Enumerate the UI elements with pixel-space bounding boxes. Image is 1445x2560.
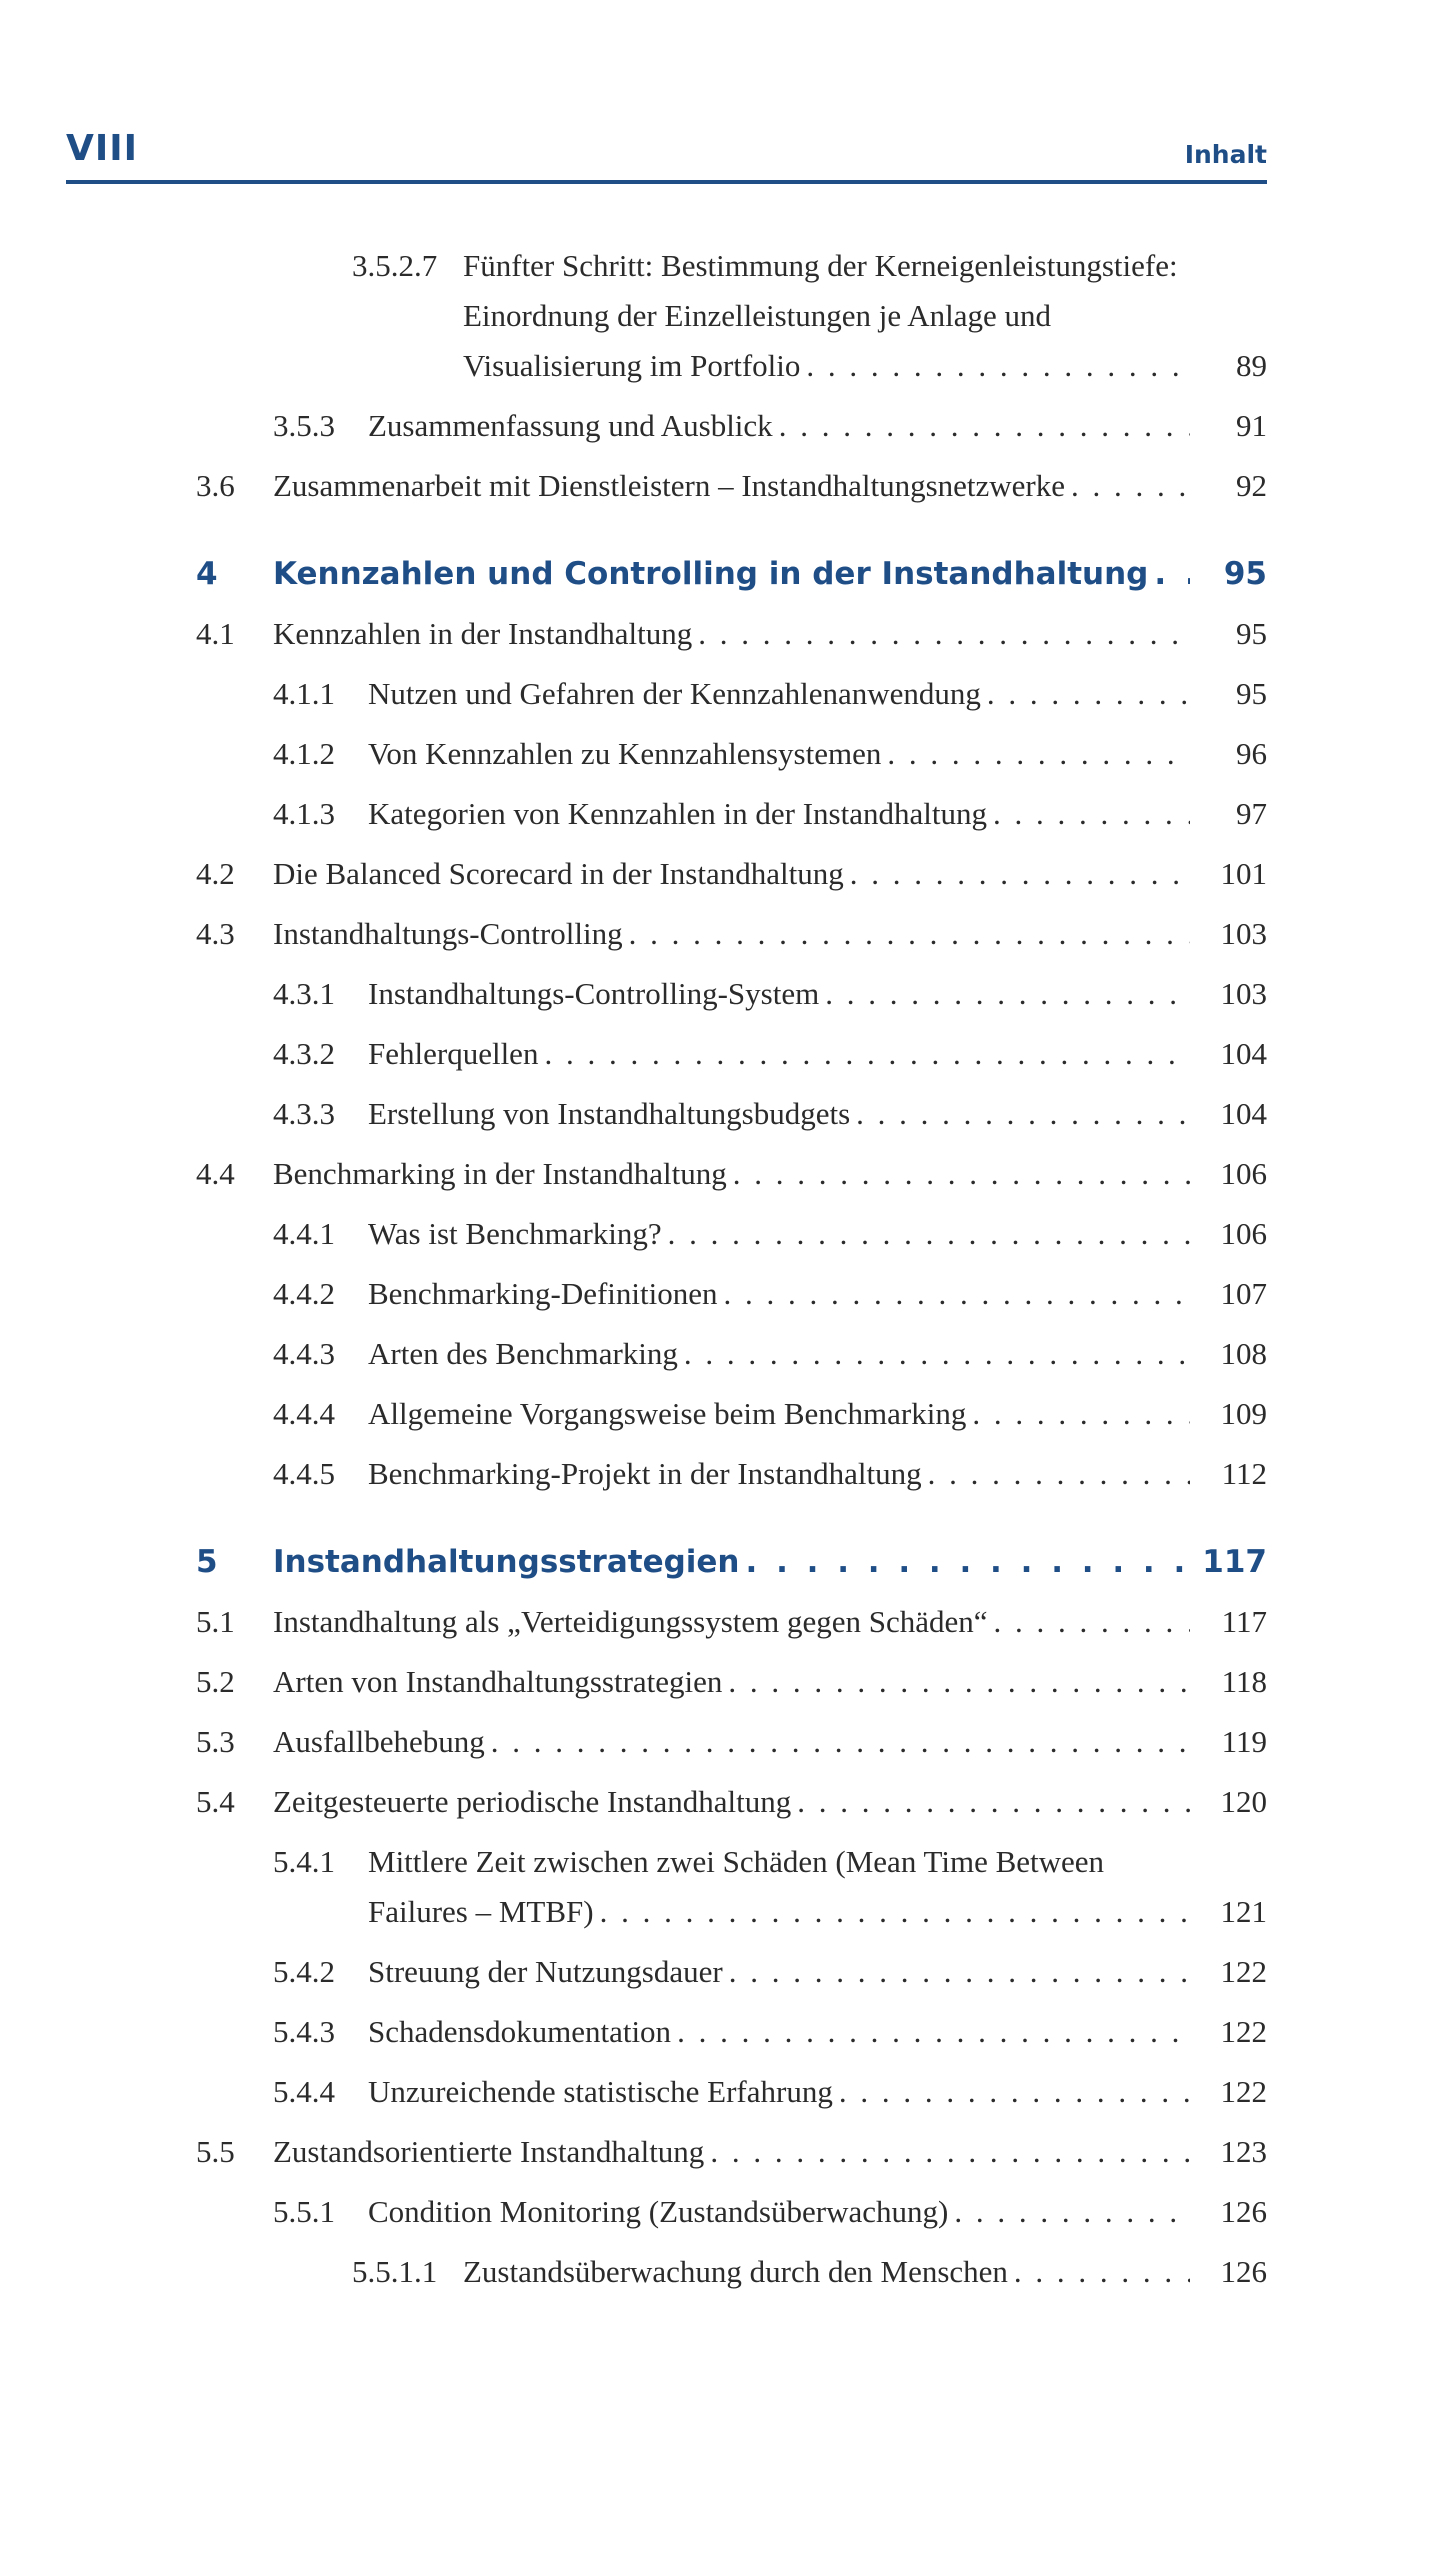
toc-entry-title-cell [273, 616, 1190, 652]
dot-leader [733, 1156, 1190, 1192]
toc-entry-page: 120 [1220, 1784, 1267, 1819]
toc-entry[interactable] [0, 468, 1445, 528]
toc-entry-number: 4.4.1 [273, 1216, 335, 1251]
toc-entry-title: Schadensdokumentation [368, 2014, 672, 2049]
toc-entry-title-cell [368, 1216, 1190, 1252]
toc-entry-title: Was ist Benchmarking? [368, 1216, 662, 1251]
page-number: VIII [66, 128, 139, 169]
toc-entry-page: 117 [1202, 1544, 1267, 1580]
dot-leader [698, 616, 1190, 652]
toc-entry-title: Zusammenfassung und Ausblick [368, 408, 773, 443]
toc-entry-number: 4.3 [196, 916, 235, 951]
toc-entry-page: 122 [1220, 2014, 1267, 2049]
dot-leader [954, 2194, 1190, 2230]
toc-entry-page: 109 [1220, 1396, 1267, 1431]
toc-entry[interactable] [0, 1096, 1445, 1156]
toc-entry-title-cell [273, 1784, 1190, 1820]
toc-entry-title: Die Balanced Scorecard in der Instandhaltung [273, 856, 844, 891]
dot-leader [797, 1784, 1190, 1820]
toc-entry[interactable] [0, 1036, 1445, 1096]
toc-entry-title-cell [368, 1396, 1190, 1432]
toc-entry-title: Benchmarking-Projekt in der Instandhaltung [368, 1456, 922, 1491]
dot-leader [1071, 468, 1190, 504]
toc-entry-title-line: Fünfter Schritt: Bestimmung der Kerneigenleistungstiefe: [463, 248, 1178, 283]
dot-leader [600, 1894, 1190, 1930]
toc-entry-title: Failures – MTBF) [368, 1894, 594, 1929]
toc-entry[interactable] [0, 1336, 1445, 1396]
toc-entry-number: 5.5.1 [273, 2194, 335, 2229]
toc-entry-number: 4.4.2 [273, 1276, 335, 1311]
toc-entry[interactable] [0, 1844, 1445, 1954]
toc-entry-title-cell [273, 1604, 1190, 1640]
toc-entry-page: 101 [1220, 856, 1267, 891]
toc-entry-number: 3.5.2.7 [352, 248, 438, 283]
toc-entry-title-cell [273, 916, 1190, 952]
toc-entry[interactable] [0, 2014, 1445, 2074]
dot-leader [779, 408, 1190, 444]
toc-entry-title: Allgemeine Vorgangsweise beim Benchmarking [368, 1396, 967, 1431]
toc-entry-title-cell [463, 348, 1190, 384]
toc-entry[interactable] [0, 796, 1445, 856]
toc-entry-title-cell [273, 2134, 1190, 2170]
toc-entry-title: Zustandsorientierte Instandhaltung [273, 2134, 705, 2169]
toc-entry-title: Condition Monitoring (Zustandsüberwachung) [368, 2194, 949, 2229]
dot-leader [1154, 556, 1190, 592]
dot-leader [629, 916, 1190, 952]
page-header [66, 128, 1267, 184]
toc-entry-title-cell [368, 976, 1190, 1012]
toc-entry-title: Benchmarking in der Instandhaltung [273, 1156, 727, 1191]
dot-leader [724, 1276, 1190, 1312]
toc-entry[interactable] [0, 408, 1445, 468]
toc-entry-title: Kennzahlen in der Instandhaltung [273, 616, 693, 651]
toc-entry[interactable] [0, 1724, 1445, 1784]
toc-entry-number: 4.4.5 [273, 1456, 335, 1491]
toc-entry[interactable] [0, 736, 1445, 796]
toc-entry-number: 4.1.3 [273, 796, 335, 831]
dot-leader [887, 736, 1190, 772]
toc-entry-number: 4 [196, 556, 218, 592]
toc-entry-title-cell [368, 1276, 1190, 1312]
toc-entry-number: 3.6 [196, 468, 235, 503]
dot-leader [972, 1396, 1190, 1432]
toc-entry-number: 4.3.3 [273, 1096, 335, 1131]
dot-leader [1014, 2254, 1190, 2290]
toc-entry-number: 4.1.1 [273, 676, 335, 711]
toc-entry-number: 5.2 [196, 1664, 235, 1699]
toc-entry-page: 97 [1236, 796, 1267, 831]
toc-entry-number: 4.3.1 [273, 976, 335, 1011]
toc-entry-page: 119 [1221, 1724, 1267, 1759]
toc-entry-title-cell [273, 468, 1190, 504]
toc-entry-page: 126 [1220, 2254, 1267, 2289]
toc-entry[interactable] [0, 856, 1445, 916]
toc-entry-title-cell [368, 1456, 1190, 1492]
toc-entry-title: Nutzen und Gefahren der Kennzahlenanwendung [368, 676, 981, 711]
dot-leader [856, 1096, 1190, 1132]
toc-entry-title: Unzureichende statistische Erfahrung [368, 2074, 833, 2109]
toc-entry-number: 5.4 [196, 1784, 235, 1819]
dot-leader [710, 2134, 1190, 2170]
toc-entry-page: 121 [1220, 1894, 1267, 1929]
dot-leader [746, 1544, 1191, 1580]
table-of-contents [0, 248, 1445, 2314]
toc-entry-page: 122 [1220, 1954, 1267, 1989]
toc-entry-number: 5.1 [196, 1604, 235, 1639]
toc-entry-page: 107 [1220, 1276, 1267, 1311]
toc-entry-number: 5 [196, 1544, 218, 1580]
toc-entry-title: Instandhaltungs-Controlling-System [368, 976, 820, 1011]
dot-leader [729, 1954, 1190, 1990]
toc-entry-title: Instandhaltungsstrategien [273, 1544, 740, 1580]
toc-entry-title: Kategorien von Kennzahlen in der Instandhaltung [368, 796, 987, 831]
toc-entry[interactable] [0, 1604, 1445, 1664]
toc-entry-number: 4.4 [196, 1156, 235, 1191]
toc-entry-number: 3.5.3 [273, 408, 335, 443]
dot-leader [684, 1336, 1190, 1372]
toc-entry-page: 117 [1221, 1604, 1267, 1639]
toc-entry-title: Visualisierung im Portfolio [463, 348, 801, 383]
dot-leader [850, 856, 1190, 892]
toc-entry-title: Arten des Benchmarking [368, 1336, 678, 1371]
toc-entry-title-cell [368, 408, 1190, 444]
toc-entry-title: Zusammenarbeit mit Dienstleistern – Instandhaltungsnetzwerke [273, 468, 1065, 503]
toc-entry-number: 4.1.2 [273, 736, 335, 771]
toc-entry-title: Fehlerquellen [368, 1036, 539, 1071]
dot-leader [544, 1036, 1190, 1072]
toc-entry-page: 126 [1220, 2194, 1267, 2229]
toc-entry-page: 96 [1236, 736, 1267, 771]
toc-entry-number: 5.4.4 [273, 2074, 335, 2109]
toc-entry-number: 5.4.1 [273, 1844, 335, 1879]
toc-entry[interactable] [0, 1156, 1445, 1216]
toc-entry-title-cell [368, 676, 1190, 712]
toc-entry-title: Kennzahlen und Controlling in der Instandhaltung [273, 556, 1149, 592]
toc-entry-number: 5.5.1.1 [352, 2254, 438, 2289]
dot-leader [677, 2014, 1190, 2050]
dot-leader [987, 676, 1190, 712]
dot-leader [825, 976, 1190, 1012]
toc-entry-page: 108 [1220, 1336, 1267, 1371]
toc-entry-page: 123 [1220, 2134, 1267, 2169]
toc-entry-title-cell [273, 1664, 1190, 1700]
toc-entry-page: 104 [1220, 1036, 1267, 1071]
toc-entry[interactable] [0, 2254, 1445, 2314]
toc-entry-title: Ausfallbehebung [273, 1724, 485, 1759]
toc-entry-title-cell [368, 736, 1190, 772]
toc-entry-title-line: Einordnung der Einzelleistungen je Anlage und [463, 298, 1051, 333]
toc-entry-title: Von Kennzahlen zu Kennzahlensystemen [368, 736, 882, 771]
toc-entry[interactable] [0, 2074, 1445, 2134]
toc-entry-page: 92 [1236, 468, 1267, 503]
toc-entry-page: 95 [1223, 556, 1267, 592]
toc-entry-title: Zeitgesteuerte periodische Instandhaltung [273, 1784, 792, 1819]
toc-entry-number: 4.2 [196, 856, 235, 891]
toc-entry-title: Benchmarking-Definitionen [368, 1276, 718, 1311]
toc-entry[interactable] [0, 2194, 1445, 2254]
toc-entry-title-cell [273, 1544, 1190, 1580]
toc-entry-page: 89 [1236, 348, 1267, 383]
toc-entry[interactable] [0, 248, 1445, 408]
toc-entry-title-cell [368, 2014, 1190, 2050]
toc-entry-number: 4.4.4 [273, 1396, 335, 1431]
toc-entry-title-cell [368, 796, 1190, 832]
toc-entry-title-cell [368, 1096, 1190, 1132]
toc-entry-title-cell [273, 1724, 1190, 1760]
toc-entry[interactable] [0, 916, 1445, 976]
toc-entry-title-cell [273, 856, 1190, 892]
toc-entry-title: Streuung der Nutzungsdauer [368, 1954, 723, 1989]
toc-entry-number: 5.4.3 [273, 2014, 335, 2049]
dot-leader [728, 1664, 1190, 1700]
toc-entry[interactable] [0, 676, 1445, 736]
toc-entry-page: 95 [1236, 616, 1267, 651]
toc-entry-title: Instandhaltungs-Controlling [273, 916, 623, 951]
toc-entry-title-cell [368, 1336, 1190, 1372]
toc-entry-number: 5.5 [196, 2134, 235, 2169]
toc-chapter-entry[interactable] [0, 556, 1445, 616]
toc-entry-page: 112 [1221, 1456, 1267, 1491]
toc-entry-title-cell [368, 1036, 1190, 1072]
toc-entry-number: 4.1 [196, 616, 235, 651]
toc-entry-page: 103 [1220, 976, 1267, 1011]
toc-entry-number: 5.4.2 [273, 1954, 335, 1989]
toc-entry-page: 95 [1236, 676, 1267, 711]
toc-entry-number: 4.4.3 [273, 1336, 335, 1371]
toc-entry[interactable] [0, 1216, 1445, 1276]
toc-entry-title-cell [273, 1156, 1190, 1192]
toc-entry-title-cell [368, 1954, 1190, 1990]
toc-entry-page: 106 [1220, 1156, 1267, 1191]
dot-leader [668, 1216, 1190, 1252]
running-head: Inhalt [1184, 140, 1267, 169]
toc-entry-page: 91 [1236, 408, 1267, 443]
dot-leader [806, 348, 1190, 384]
toc-entry-title-cell [273, 556, 1190, 592]
toc-entry[interactable] [0, 1954, 1445, 2014]
dot-leader [839, 2074, 1190, 2110]
toc-entry-number: 4.3.2 [273, 1036, 335, 1071]
toc-entry-title: Instandhaltung als „Verteidigungssystem gegen Schäden“ [273, 1604, 988, 1639]
toc-chapter-entry[interactable] [0, 1544, 1445, 1604]
toc-entry[interactable] [0, 616, 1445, 676]
toc-entry[interactable] [0, 1456, 1445, 1516]
toc-entry-title-cell [368, 2194, 1190, 2230]
toc-entry[interactable] [0, 1784, 1445, 1844]
toc-entry[interactable] [0, 2134, 1445, 2194]
toc-entry[interactable] [0, 1396, 1445, 1456]
toc-entry-page: 122 [1220, 2074, 1267, 2109]
dot-leader [491, 1724, 1190, 1760]
toc-entry-title-cell [368, 2074, 1190, 2110]
toc-entry-title-line: Mittlere Zeit zwischen zwei Schäden (Mean Time Between [368, 1844, 1105, 1879]
toc-entry[interactable] [0, 1276, 1445, 1336]
toc-entry-page: 104 [1220, 1096, 1267, 1131]
toc-entry-page: 103 [1220, 916, 1267, 951]
toc-entry-title: Zustandsüberwachung durch den Menschen [463, 2254, 1008, 2289]
toc-entry[interactable] [0, 1664, 1445, 1724]
toc-entry-title: Arten von Instandhaltungsstrategien [273, 1664, 723, 1699]
dot-leader [928, 1456, 1190, 1492]
toc-entry-number: 5.3 [196, 1724, 235, 1759]
dot-leader [993, 796, 1190, 832]
toc-entry-title: Erstellung von Instandhaltungsbudgets [368, 1096, 851, 1131]
toc-entry-title-cell [463, 2254, 1190, 2290]
toc-entry-title-cell [368, 1894, 1190, 1930]
toc-entry-page: 106 [1220, 1216, 1267, 1251]
toc-entry-page: 118 [1221, 1664, 1267, 1699]
toc-entry[interactable] [0, 976, 1445, 1036]
dot-leader [994, 1604, 1190, 1640]
